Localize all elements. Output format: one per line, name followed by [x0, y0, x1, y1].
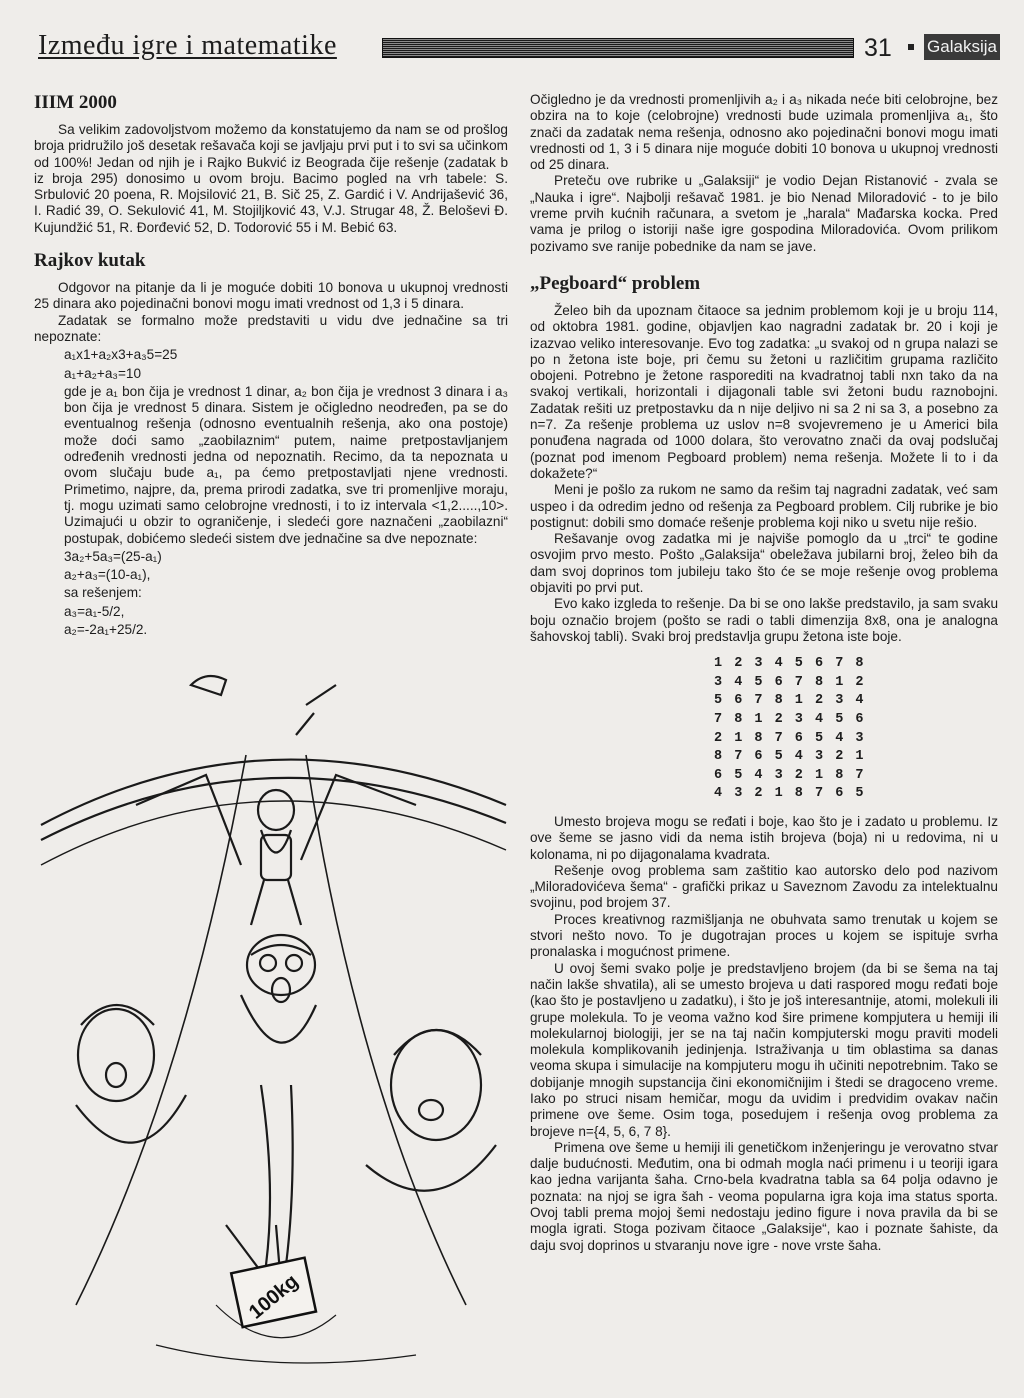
article3-p8: U ovoj šemi svako polje je predstavljeno brojem (da bi se šema na taj način lakše shvatila), ali se umesto brojeva u dati raspored mogu ređati boje (kao što je postavljeno u zadatku), i što je još interesantnije, atomi, molekuli ili grupe molekula. To je veoma važno kod šire primene kompjutera u hemiji ili molekularnoj biologiji, jer se na taj način kompjuterski mogu praviti modeli molekula komplikovanih jedinjenja. Istraživanja u tim oblastima sa danas veoma skupa i simulacije na kompjuteru mogu ih učiniti nepotrebnim. Tako se dobijanje mnogih supstancija čini ekonomičnijim i štedi se dragoceno vreme. Iako po struci nisam hemičar, mogu da uvidim i predvidim ovakav način primene ove šeme. Osim toga, posedujem i rešenja ovog problema za brojeve n={4, 5, 6, 7 8}.: [530, 960, 998, 1139]
equation-7: a₂=-2a₁+25/2.: [64, 622, 148, 638]
article2-p1: Odgovor na pitanje da li je moguće dobiti 10 bonova u ukupnoj vrednosti 25 dinara ako pojedinačni bonovi mogu imati vrednost od 1,3 i 5 dinara.: [34, 280, 508, 312]
grid-row: 8 7 6 5 4 3 2 1: [714, 749, 866, 765]
equation-4: a₂+a₃=(10-a₁),: [64, 567, 151, 583]
article1-title: IIIM 2000: [34, 92, 117, 113]
equation-1: a₁x1+a₂x3+a₃5=25: [64, 347, 178, 363]
article2-p2: Zadatak se formalno može predstaviti u vidu dve jednačine sa tri nepoznate:: [34, 312, 508, 344]
grid-row: 5 6 7 8 1 2 3 4: [714, 693, 866, 709]
equation-6: a₃=a₁-5/2,: [64, 603, 125, 619]
right-column: [530, 92, 998, 1254]
article3-p2: Meni je pošlo za rukom ne samo da rešim taj nagradni zadatak, već sam uspeo i da odredim jedno od rešenja za Pegboard problem. Cilj rubrike je bio postignut: dobili smo domaće rešenje problema koji niko u svetu nije rešio.: [530, 482, 998, 530]
grid-row: 2 1 8 7 6 5 4 3: [714, 730, 866, 746]
article3-p4: Evo kako izgleda to rešenje. Da bi se ono lakše predstavilo, ja sam svaku boju označio brojem (pošto se radi o tabli dimenzija 8x8, ona je analogna šahovskoj tabli). Svaki broj predstavlja grupu žetona iste boje.: [530, 596, 998, 644]
equation-2: a₁+a₂+a₃=10: [64, 365, 142, 381]
grid-row: 4 3 2 1 8 7 6 5: [714, 786, 866, 802]
grid-row: 1 2 3 4 5 6 7 8: [714, 656, 866, 672]
article2-cont-p1: Očigledno je da vrednosti promenljivih a₂ i a₃ nikada neće biti celobrojne, bez obzira na to koje (celobrojne) vrednosti bude uzimala promenljiva a₁, što znači da zadatak nema rešenja, odnosno ako pojedinačni bonovi mogu imati vrednosti od 1, 3 i 5 dinara nije moguće dobiti 10 bonova u ukupnoj vrednosti od 25 dinara.: [530, 92, 998, 173]
page-number: 31: [864, 34, 892, 62]
equation-5: sa rešenjem:: [64, 585, 142, 601]
number-grid: [714, 655, 998, 804]
article3-p5: Umesto brojeva mogu se ređati i boje, kao što je i zadato u problemu. Iz ove šeme se jasno vidi da nema istih brojeva (boja) ni u redovima, ni u kolonama, ni po dijagonalama kvadrata.: [530, 813, 998, 862]
section-badge: Galaksija: [924, 34, 1000, 60]
bullet-icon: [908, 44, 914, 50]
left-column: [34, 92, 508, 640]
grid-row: 3 4 5 6 7 8 1 2: [714, 674, 866, 690]
equation-3: 3a₂+5a₃=(25-a₁): [64, 548, 162, 564]
article3-title: „Pegboard“ problem: [530, 272, 701, 294]
grid-row: 7 8 1 2 3 4 5 6: [714, 711, 866, 727]
page-header: [38, 30, 1000, 66]
article2-p3: gde je a₁ bon čija je vrednost 1 dinar, a₂ bon čija je vrednost 3 dinara i a₃ bon čija je vrednost 5 dinara. Sistem je očigledno neodređen, pa se do eventualnog rešenja (odnosno eventualnih rešenja, ako ona postoje) može doći samo „zaobilaznim“ putem, naime pretpostavljanjem određenih vrednosti jedna od nepoznatih. Recimo, da ta nepoznata u ovom slučaju bude a₁, pa ćemo pretpostavljati njene vrednosti. Primetimo, najpre, da, prema prirodi zadatka, sve tri promenljive moraju, tj. mogu uzimati samo celobrojne vrednosti, i to iz intervala <1,2.....,10>. Uzimajući u obzir to ograničenje, i sledeći gore naznačeni „zaobilazni“ postupak, dobićemo sledeći sistem dve jednačine sa dve nepoznate:: [64, 383, 508, 546]
grid-row: 6 5 4 3 2 1 8 7: [714, 767, 866, 783]
article3-p1: Želeo bih da upoznam čitaoce sa jednim problemom koji je u broju 114, od oktobra 1981. godine, objavljen kao nagradni zadatak br. 20 i koji je izazvao veliko interesovanje. Evo tog zadatka: „u svakoj od n grupa nalazi se po n žetona iste boje, pri čemu su žetoni u različitim grupama različito obojeni. Potrebno je žetone rasporediti na kvadratnoj tabli nxn tako da na svakoj vertikali, horizontali i dijagonali table svi žetoni budu raznobojni. Zadatak rešiti uz pretpostavku da n nije deljivo ni sa 2 ni sa 3, a posebno za n=7. Za rešenje problema uz uslov n=8 svojevremeno je u Americi bila ponuđena nagrada od 1000 dolara, što verovatno znači da ovaj podslučaj (poznat pod imenom Pegboard problem) nema rešenja. Možete li to i da dokažete?“: [530, 302, 998, 481]
article3-p7: Proces kreativnog razmišljanja ne obuhvata samo trenutak u kojem se stvori nešto novo. To je dugotrajan proces u kojem se ispituje svrha pronalaska i mogućnost primene.: [530, 911, 998, 960]
header-title: Između igre i matematike: [38, 30, 337, 61]
header-band: [382, 38, 854, 58]
cartoon-illustration: [36, 665, 512, 1390]
article1-text: Sa velikim zadovoljstvom možemo da konstatujemo da nam se od prošlog broja pridružilo još desetak rešavača koji se javljaju prvi put i to svi sa učinkom od 100%! Jedan od njih je i Rajko Bukvić iz Beograda čije rešenje (zadatak b iz broja 295) donosimo u ovom broju. Bacimo pogled na vrh tabele: S. Srbulović 20 poena, R. Mojsilović 21, B. Sič 25, Z. Gardić i V. Andrijašević 36, I. Radić 39, O. Sekulović 41, M. Stojiljković 43, V.J. Strugar 48, Ž. Beloševi Đ. Kujundžić 51, R. Đorđević 52, D. Todorović 55 i M. Bebić 63.: [34, 122, 508, 235]
article3-p3: Rešavanje ovog zadatka mi je najviše pomoglo da u „trci“ te godine osvojim prvo mesto. Pošto „Galaksija“ obeležava jubilarni broj, želeo bih da dam svoj doprinos tom jubileju tako što će se moje rešenje ovog problema objaviti po prvi put.: [530, 531, 998, 596]
weight-label: 100kg: [244, 1270, 303, 1324]
article3-p9: Primena ove šeme u hemiji ili genetičkom inženjeringu je verovatno stvar dalje budućnosti. Međutim, ona bi odmah mogla naći primenu i u teoriji igara kao jedna varijanta šaha. Crno-bela kvadratna tabla sa 64 polja odavno je poznata: na njoj se igra šah - veoma popularna igra koja ima status sporta. Ovoj tabli prema mojoj šemi nedostaju jedino figure i nova pravila da bi se mogla igrati. Stoga pozivam čitaoce „Galaksije“, kao i poznate šahiste, da daju svoj doprinos u stvaranju nove igre - nove vrste šaha.: [530, 1139, 998, 1253]
article3-p6: Rešenje ovog problema sam zaštitio kao autorsko delo pod nazivom „Miloradovićeva šema“ - grafički prikaz u Saveznom Zavodu za intelektualnu svojinu, pod brojem 37.: [530, 862, 998, 911]
article2-title: Rajkov kutak: [34, 250, 146, 272]
article2-cont-p2: Preteču ove rubrike u „Galaksiji“ je vodio Dejan Ristanović - zvala se „Nauka i igre“. Najbolji rešavač 1981. je bio Nenad Miloradović - to je bilo vreme prvih kućnih računara, a svetom je „harala“ Mađarska kocka. Pred vama je prilog o istoriji naše igre gospodina Miloradovića. Ovom prilikom pozivamo sve ranije pobednike da nam se jave.: [530, 173, 998, 254]
